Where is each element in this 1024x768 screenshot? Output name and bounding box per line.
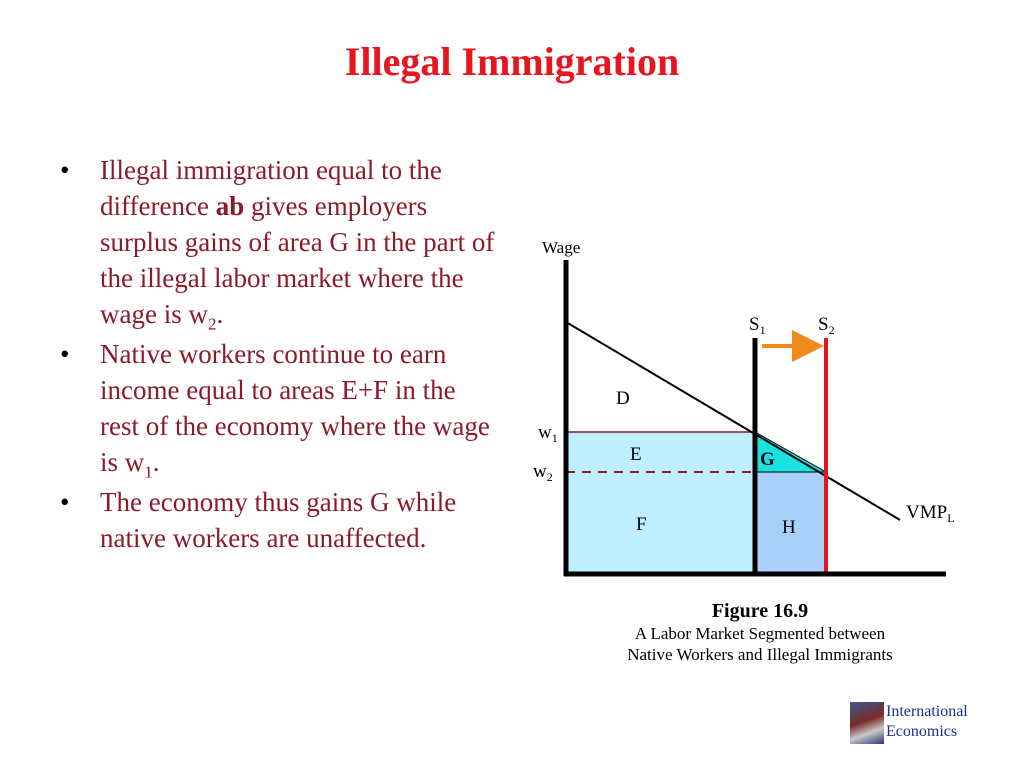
area-e-f [566, 432, 755, 574]
area-e-label: E [630, 444, 642, 465]
figure-number: Figure 16.9 [711, 600, 809, 622]
figure-caption [560, 600, 960, 665]
area-d-label: D [616, 388, 630, 409]
s1-label [749, 314, 766, 337]
bullet-1-bold-ab: ab [215, 191, 245, 221]
bullet-3-text: The economy thus gains G while native workers are unaffected. [100, 487, 457, 553]
figure-caption-line-2: Native Workers and Illegal Immigrants [627, 645, 893, 664]
logo-text [886, 702, 968, 742]
s2-label-main: S [818, 314, 829, 335]
w1-label-sub: 1 [551, 431, 558, 445]
bullet-2-text-a: Native workers continue to earn income equal to areas E+F in the rest of the economy where the wage is w [100, 339, 490, 477]
publisher-logo [848, 700, 988, 748]
bullet-icon: • [60, 487, 70, 517]
area-h-label: H [782, 517, 796, 538]
s2-label-sub: 2 [828, 323, 835, 337]
bullet-1-text-c: . [216, 299, 224, 329]
s1-label-main: S [749, 314, 760, 335]
w2-label [533, 461, 553, 484]
area-g-label: G [760, 449, 775, 470]
slide-title: Illegal Immigration [344, 39, 680, 84]
area-f-label: F [636, 514, 647, 535]
vmp-label [906, 502, 955, 525]
s2-label [818, 314, 835, 337]
bullet-1-text-b: gives employers surplus gains of area G in the part of the illegal labor market where the wage is w [100, 191, 495, 329]
bullet-1-subscript: 2 [207, 314, 217, 334]
book-cover-icon [850, 702, 884, 744]
logo-line-2: Economics [886, 723, 958, 740]
bullet-icon: • [60, 155, 70, 185]
w2-label-sub: 2 [546, 470, 553, 484]
bullet-1-text-a: Illegal immigration equal to the difference [100, 155, 442, 221]
vmp-label-sub: L [947, 511, 955, 525]
w1-label [538, 422, 558, 445]
figure-caption-line-1: A Labor Market Segmented between [634, 624, 886, 643]
bullet-2-text-b: . [152, 447, 160, 477]
y-axis-label: Wage [542, 238, 581, 257]
vmp-label-main: VMP [906, 502, 948, 523]
bullet-icon: • [60, 339, 70, 369]
logo-line-1: International [886, 703, 968, 720]
s1-label-sub: 1 [759, 323, 766, 337]
w2-label-main: w [533, 461, 547, 482]
bullet-2-subscript: 1 [144, 462, 153, 482]
w1-label-main: w [538, 422, 552, 443]
